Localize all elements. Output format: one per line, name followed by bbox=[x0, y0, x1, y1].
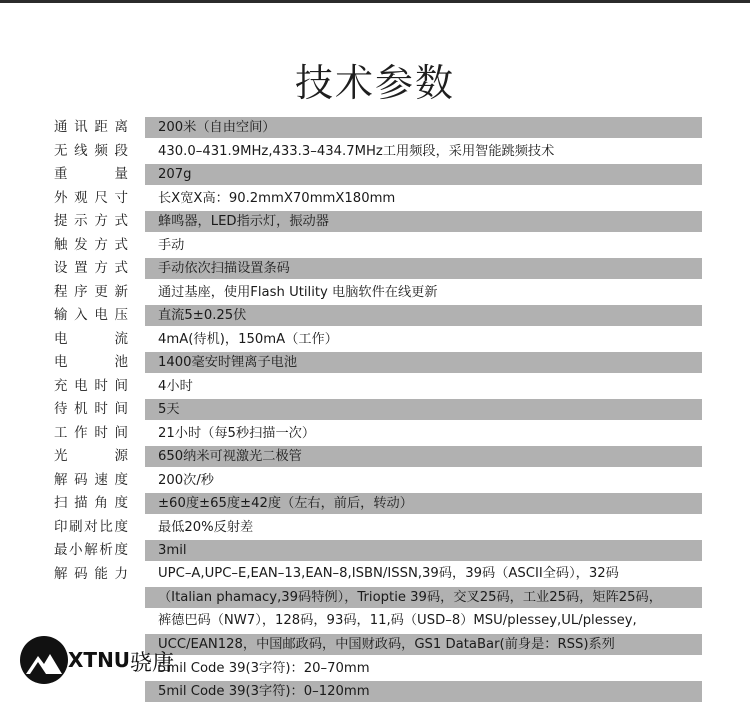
spec-value: 650纳米可视激光二极管 bbox=[145, 446, 702, 467]
spec-table bbox=[0, 116, 750, 704]
spec-value: 直流5±0.25伏 bbox=[145, 305, 702, 326]
spec-label-char: 发 bbox=[74, 236, 88, 253]
spec-label-char: 离 bbox=[114, 119, 128, 135]
spec-label-char: 能 bbox=[94, 565, 108, 582]
spec-row bbox=[0, 328, 750, 352]
spec-value: 200米（自由空间） bbox=[145, 117, 702, 138]
spec-label-char: 程 bbox=[54, 283, 68, 300]
spec-label-char: 电 bbox=[74, 377, 88, 394]
spec-label-char: 电 bbox=[54, 330, 68, 347]
spec-label-char: 角 bbox=[94, 495, 108, 511]
decode-line: UPC–A,UPC–E,EAN–13,EAN–8,ISBN/ISSN,39码，39码（ASCII全码），32码 bbox=[158, 565, 619, 581]
spec-value: 5天 bbox=[145, 399, 702, 420]
spec-label-char: 式 bbox=[114, 236, 128, 253]
spec-label bbox=[54, 328, 128, 352]
spec-row bbox=[0, 469, 750, 493]
spec-label-char: 设 bbox=[54, 260, 68, 276]
spec-row bbox=[0, 163, 750, 187]
spec-label-char: 析 bbox=[99, 542, 113, 558]
spec-row bbox=[0, 257, 750, 281]
brand-logo bbox=[18, 634, 188, 690]
spec-value: 5mil Code 39(3字符)：20–70mm bbox=[158, 660, 370, 676]
spec-label-char: 式 bbox=[114, 213, 128, 229]
spec-label-char: 新 bbox=[114, 283, 128, 300]
spec-label-char: 示 bbox=[74, 213, 88, 229]
decode-lines bbox=[145, 563, 702, 657]
spec-label-char: 电 bbox=[54, 354, 68, 370]
spec-row bbox=[0, 398, 750, 422]
spec-label bbox=[54, 516, 128, 540]
spec-value: 长X宽X高：90.2mmX70mmX180mm bbox=[158, 190, 396, 206]
spec-label bbox=[54, 304, 128, 328]
spec-label-char: 置 bbox=[74, 260, 88, 276]
spec-label-char: 更 bbox=[94, 283, 108, 300]
spec-label bbox=[54, 351, 128, 375]
spec-label-char: 段 bbox=[114, 142, 128, 159]
spec-label-char: 寸 bbox=[114, 189, 128, 206]
spec-row bbox=[0, 140, 750, 164]
spec-label-char: 待 bbox=[54, 401, 68, 417]
spec-label-char: 外 bbox=[54, 189, 68, 206]
spec-label bbox=[54, 187, 128, 211]
decode-line: 裤德巴码（NW7），128码，93码，11,码（USD–8）MSU/plessey,UL/plessey, bbox=[158, 612, 637, 628]
spec-label-char: 间 bbox=[114, 377, 128, 394]
spec-label-char: 度 bbox=[114, 542, 128, 558]
spec-label-char: 度 bbox=[114, 518, 128, 535]
spec-label bbox=[54, 116, 128, 140]
spec-label-char: 压 bbox=[114, 307, 128, 323]
spec-label-char: 池 bbox=[114, 354, 128, 370]
spec-label-char: 码 bbox=[74, 471, 88, 488]
spec-label-char: 重 bbox=[54, 166, 68, 182]
spec-label-char: 小 bbox=[69, 542, 83, 558]
spec-value: 手动 bbox=[158, 237, 185, 253]
spec-value: 200次/秒 bbox=[158, 472, 214, 488]
spec-label-char: 入 bbox=[74, 307, 88, 323]
spec-label-char: 速 bbox=[94, 471, 108, 488]
spec-label-char: 流 bbox=[114, 330, 128, 347]
spec-value: 4mA(待机)，150mA（工作） bbox=[158, 331, 338, 347]
spec-label-char: 无 bbox=[54, 142, 68, 159]
spec-label bbox=[54, 163, 128, 187]
spec-label-char: 源 bbox=[114, 448, 128, 464]
spec-label-char: 提 bbox=[54, 213, 68, 229]
spec-label-char: 最 bbox=[54, 542, 68, 558]
spec-row bbox=[0, 116, 750, 140]
spec-label bbox=[54, 539, 128, 563]
spec-row bbox=[0, 281, 750, 305]
spec-label-char: 充 bbox=[54, 377, 68, 394]
spec-value: 21小时（每5秒扫描一次） bbox=[158, 425, 316, 441]
spec-row bbox=[0, 304, 750, 328]
spec-label-char: 触 bbox=[54, 236, 68, 253]
spec-row bbox=[0, 375, 750, 399]
spec-label-char: 码 bbox=[74, 565, 88, 582]
spec-value: 207g bbox=[145, 164, 702, 185]
spec-label bbox=[54, 492, 128, 516]
spec-label-char: 印 bbox=[54, 518, 68, 535]
spec-value: 5mil Code 39(3字符)：0–120mm bbox=[145, 681, 702, 702]
spec-row bbox=[0, 187, 750, 211]
spec-label bbox=[54, 398, 128, 422]
spec-label-char: 度 bbox=[114, 471, 128, 488]
spec-label-char: 时 bbox=[94, 401, 108, 417]
spec-label-char: 扫 bbox=[54, 495, 68, 511]
spec-label bbox=[54, 257, 128, 281]
spec-value: 手动依次扫描设置条码 bbox=[145, 258, 702, 279]
page-title: 技术参数 bbox=[294, 61, 455, 105]
spec-label-char: 时 bbox=[94, 377, 108, 394]
spec-label-char: 描 bbox=[74, 495, 88, 511]
spec-row bbox=[0, 445, 750, 469]
spec-label bbox=[54, 469, 128, 493]
spec-label-char: 尺 bbox=[94, 189, 108, 206]
spec-label bbox=[54, 140, 128, 164]
spec-row bbox=[0, 492, 750, 516]
spec-label bbox=[54, 422, 128, 446]
spec-label-char: 方 bbox=[94, 236, 108, 253]
spec-label-char: 解 bbox=[54, 565, 68, 582]
mountain-logo-icon bbox=[18, 634, 70, 686]
spec-label-char: 解 bbox=[54, 471, 68, 488]
spec-label-char: 作 bbox=[74, 424, 88, 441]
spec-label bbox=[54, 375, 128, 399]
spec-label bbox=[54, 445, 128, 469]
spec-label-char: 对 bbox=[84, 518, 98, 535]
spec-label-char: 观 bbox=[74, 189, 88, 206]
spec-value: 蜂鸣器，LED指示灯，振动器 bbox=[145, 211, 702, 232]
spec-label-char: 光 bbox=[54, 448, 68, 464]
spec-value: 最低20%反射差 bbox=[158, 519, 254, 535]
spec-label-char: 机 bbox=[74, 401, 88, 417]
spec-label-char: 讯 bbox=[74, 119, 88, 135]
spec-value: 3mil bbox=[145, 540, 702, 561]
spec-label-char: 方 bbox=[94, 213, 108, 229]
spec-label bbox=[54, 281, 128, 305]
spec-label-char: 解 bbox=[84, 542, 98, 558]
spec-label-char: 电 bbox=[94, 307, 108, 323]
spec-label-char: 工 bbox=[54, 424, 68, 441]
spec-label bbox=[54, 563, 128, 587]
spec-label-char: 距 bbox=[94, 119, 108, 135]
spec-label-char: 式 bbox=[114, 260, 128, 276]
spec-value: ±60度±65度±42度（左右，前后，转动） bbox=[145, 493, 702, 514]
logo-text: XTNU bbox=[68, 648, 131, 672]
spec-value: 4小时 bbox=[158, 378, 193, 394]
spec-label-char: 间 bbox=[114, 401, 128, 417]
spec-label bbox=[54, 234, 128, 258]
spec-row bbox=[0, 210, 750, 234]
top-rule bbox=[0, 0, 750, 3]
spec-label-char: 量 bbox=[114, 166, 128, 182]
decode-line: （Italian phamacy,39码特例），Trioptie 39码，交叉25码，工业25码，矩阵25码， bbox=[145, 587, 702, 608]
spec-label-char: 序 bbox=[74, 283, 88, 300]
spec-label-char: 输 bbox=[54, 307, 68, 323]
spec-label-char: 方 bbox=[94, 260, 108, 276]
spec-label-char: 刷 bbox=[69, 518, 83, 535]
spec-label-char: 力 bbox=[114, 565, 128, 582]
spec-label-char: 线 bbox=[74, 142, 88, 159]
spec-row bbox=[0, 516, 750, 540]
spec-label-char: 度 bbox=[114, 495, 128, 511]
logo-chinese-text: 骁唐 bbox=[130, 651, 175, 676]
spec-label bbox=[54, 210, 128, 234]
spec-label-char: 比 bbox=[99, 518, 113, 535]
spec-row bbox=[0, 351, 750, 375]
spec-label-char: 时 bbox=[94, 424, 108, 441]
spec-label-char: 通 bbox=[54, 119, 68, 135]
spec-row bbox=[0, 422, 750, 446]
spec-value: 430.0–431.9MHz,433.3–434.7MHz工用频段，采用智能跳频技术 bbox=[158, 143, 555, 159]
spec-row bbox=[0, 234, 750, 258]
spec-label-char: 间 bbox=[114, 424, 128, 441]
spec-value: 1400毫安时锂离子电池 bbox=[145, 352, 702, 373]
spec-row bbox=[0, 539, 750, 563]
spec-value: 通过基座，使用Flash Utility 电脑软件在线更新 bbox=[158, 284, 438, 300]
decode-line: UCC/EAN128，中国邮政码，中国财政码，GS1 DataBar(前身是：RSS)系列 bbox=[145, 634, 702, 655]
spec-label-char: 频 bbox=[94, 142, 108, 159]
